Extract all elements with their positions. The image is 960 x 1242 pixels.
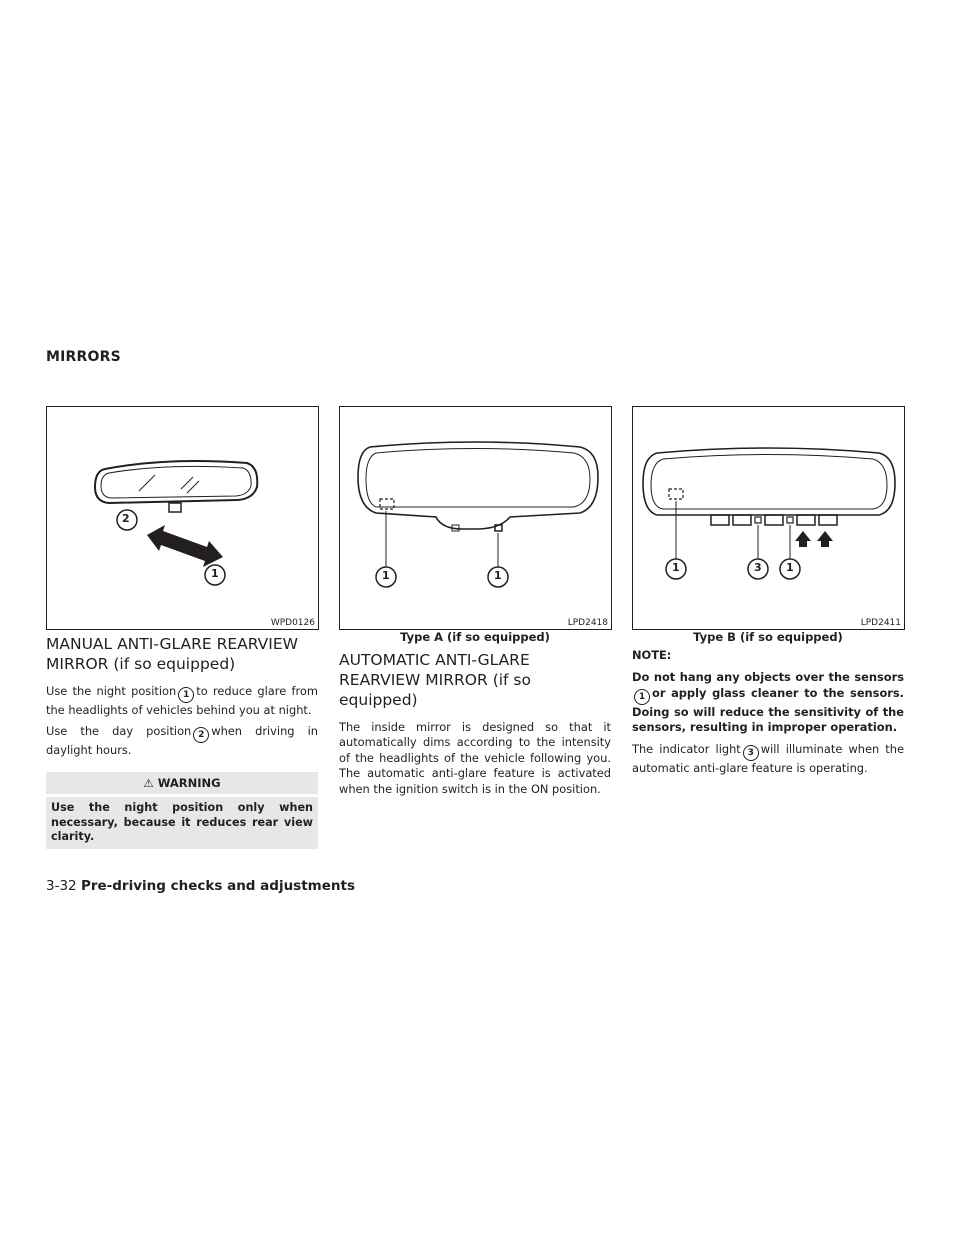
- type-a-mirror-illustration: [340, 407, 611, 629]
- chapter-title: Pre-driving checks and adjustments: [80, 878, 355, 894]
- warning-header: [46, 772, 318, 794]
- manual-heading: MANUAL ANTI-GLARE REARVIEW MIRROR (if so equipped): [46, 635, 298, 673]
- note-paragraph-1: Do not hang any objects over the sensors1 or apply glass cleaner to the sensors. Doing so will reduce the sensitivity of the sensors, resulting in improper operation.: [632, 670, 904, 735]
- callout-badge: 1: [178, 687, 194, 703]
- automatic-heading: AUTOMATIC ANTI-GLARE REARVIEW MIRROR (if so equipped): [339, 651, 531, 709]
- type-b-mirror-illustration: [633, 407, 904, 629]
- page-footer: [46, 878, 355, 894]
- callout-3: 3: [754, 561, 762, 574]
- warning-box: [46, 772, 318, 846]
- figure-code: LPD2418: [567, 618, 608, 628]
- callout-1b: 1: [786, 561, 794, 574]
- page-number: 3-32: [46, 878, 77, 894]
- callout-badge: 2: [193, 727, 209, 743]
- warning-icon: ⚠: [143, 776, 154, 790]
- warning-label: WARNING: [157, 776, 221, 790]
- figure-code: WPD0126: [270, 618, 315, 628]
- manual-section: [46, 634, 318, 759]
- callout-1: 1: [211, 567, 219, 580]
- figure-caption-type-a: Type A (if so equipped): [400, 630, 550, 644]
- note-paragraph-2: The indicator light 3 will illuminate when the automatic anti-glare feature is operating.: [632, 741, 905, 775]
- automatic-section: [339, 650, 611, 797]
- callout-1b: 1: [494, 569, 502, 582]
- manual-paragraph-2: Use the day position 2 when driving in daylight hours.: [46, 724, 318, 758]
- figure-manual-mirror: [46, 406, 319, 630]
- callout-badge: 3: [743, 745, 759, 761]
- manual-mirror-illustration: [47, 407, 318, 629]
- figure-type-b: [632, 406, 905, 630]
- figure-code: LPD2411: [860, 618, 901, 628]
- callout-1a: 1: [382, 569, 390, 582]
- automatic-paragraph: The inside mirror is designed so that it automatically dims according to the intensity of the headlights of the vehicle following you. The automatic anti-glare feature is activated when the ignition switch is in the ON position.: [339, 720, 611, 796]
- figure-caption-type-b: Type B (if so equipped): [693, 630, 843, 644]
- manual-paragraph-1: Use the night position 1 to reduce glare from the headlights of vehicles behind you at night.: [46, 684, 318, 717]
- warning-text: Use the night position only when necessary, because it reduces rear view clarity.: [46, 797, 318, 849]
- callout-badge: 1: [634, 689, 650, 705]
- callout-1a: 1: [672, 561, 680, 574]
- section-title: MIRRORS: [46, 349, 121, 365]
- figure-type-a: [339, 406, 612, 630]
- note-section: [632, 648, 904, 776]
- callout-2: 2: [122, 512, 130, 525]
- note-label: NOTE:: [632, 648, 672, 662]
